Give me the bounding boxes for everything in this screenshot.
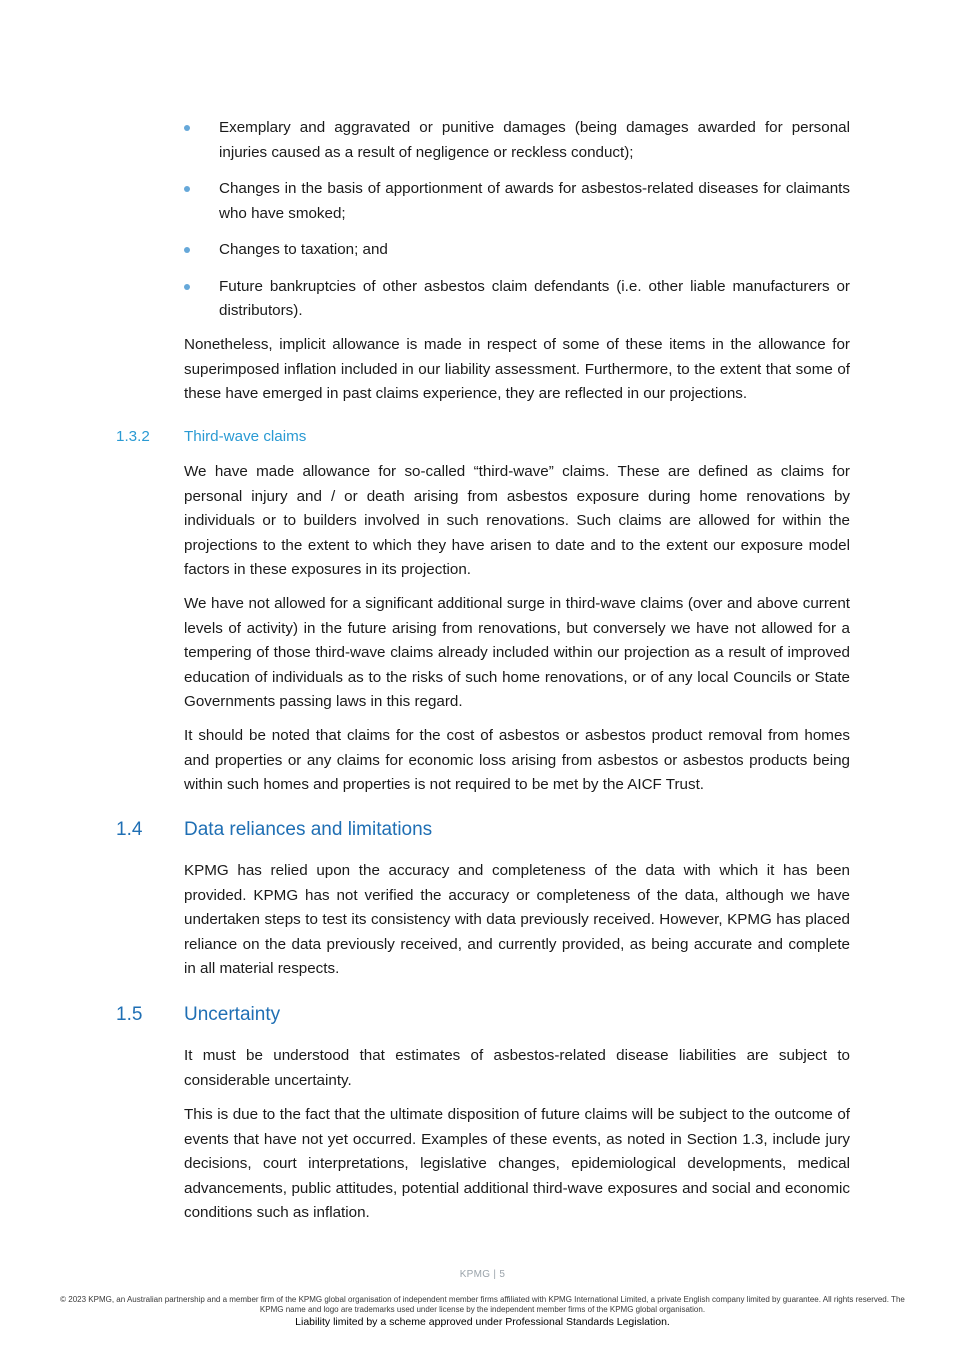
copyright-notice: © 2023 KPMG, an Australian partnership and a member firm of the KPMG global organisation of independent member firms affiliated with KPMG International Limited, a private English company limited by guarantee. All rights reserved. The KPMG name and logo are trademarks used under license by the independent member firms of the KPMG global organisation. xyxy=(60,1295,905,1314)
list-item xyxy=(184,177,850,226)
paragraph: KPMG has relied upon the accuracy and completeness of the data with which it has been provided. KPMG has not verified the accuracy or completeness of the data, although we have undertaken steps to test its consistency with data previously received. However, KPMG has placed reliance on the data previously received, and currently provided, as being accurate and complete in all material respects. xyxy=(184,862,850,977)
bullet-icon xyxy=(184,284,190,290)
bullet-icon xyxy=(184,125,190,131)
bullet-list xyxy=(184,116,850,324)
paragraph: Nonetheless, implicit allowance is made in respect of some of these items in the allowance for superimposed inflation included in our liability assessment. Furthermore, to the extent that some of these have emerged in past claims experience, they are reflected in our projections. xyxy=(184,336,850,402)
paragraph-block xyxy=(184,1044,850,1093)
bullet-list-block xyxy=(184,116,850,324)
paragraph-block xyxy=(184,592,850,715)
paragraph-block xyxy=(184,859,850,982)
section-title: Uncertainty xyxy=(184,1004,281,1025)
list-item xyxy=(184,275,850,324)
paragraph-block xyxy=(184,333,850,407)
paragraph-block xyxy=(184,724,850,798)
paragraph: This is due to the fact that the ultimate disposition of future claims will be subject to the outcome of events that have not yet occurred. Examples of these events, as noted in Section 1.3, include jury decisions, court interpretations, legislative changes, epidemiological developments, medical advancements, public attitudes, potential additional third-wave exposures and social and economic conditions such as inflation. xyxy=(184,1106,850,1221)
liability-notice: Liability limited by a scheme approved under Professional Standards Legislation. xyxy=(295,1316,670,1328)
subsection-title: Third-wave claims xyxy=(184,428,307,445)
paragraph: We have not allowed for a significant additional surge in third-wave claims (over and above current levels of activity) in the future arising from renovations, but conversely we have not allowed for a tempering of those third-wave claims already included within our projection as a result of improved education of individuals as to the risks of such home renovations, or of any local Councils or State Governments passing laws in this regard. xyxy=(184,595,850,710)
bullet-text: Exemplary and aggravated or punitive damages (being damages awarded for personal injuries caused as a result of negligence or reckless conduct); xyxy=(219,119,850,161)
paragraph: It must be understood that estimates of asbestos-related disease liabilities are subject to considerable uncertainty. xyxy=(184,1047,850,1089)
bullet-text: Changes to taxation; and xyxy=(219,241,388,258)
paragraph: We have made allowance for so-called “third-wave” claims. These are defined as claims for personal injury and / or death arising from asbestos exposure during home renovations by individuals or to builders involved in such renovations. Such claims are allowed for within the projections to the extent to which they have arisen to date and to the extent our exposure model factors in these exposures in its projection. xyxy=(184,463,850,578)
bullet-icon xyxy=(184,247,190,253)
list-item xyxy=(184,238,850,263)
section-number: 1.4 xyxy=(116,819,143,840)
paragraph-block xyxy=(184,460,850,583)
paragraph: It should be noted that claims for the cost of asbestos or asbestos product removal from homes and properties or any claims for economic loss arising from asbestos or asbestos products being within such homes and properties is not required to be met by the AICF Trust. xyxy=(184,727,850,793)
page-number: KPMG | 5 xyxy=(459,1269,506,1280)
paragraph-block xyxy=(184,1103,850,1226)
bullet-text: Future bankruptcies of other asbestos claim defendants (i.e. other liable manufacturers or distributors). xyxy=(219,277,850,319)
section-title: Data reliances and limitations xyxy=(184,819,433,840)
section-number: 1.5 xyxy=(116,1004,143,1025)
bullet-text: Changes in the basis of apportionment of awards for asbestos-related diseases for claimants who have smoked; xyxy=(219,180,850,222)
subsection-number: 1.3.2 xyxy=(116,428,150,445)
bullet-icon xyxy=(184,186,190,192)
list-item xyxy=(184,116,850,165)
